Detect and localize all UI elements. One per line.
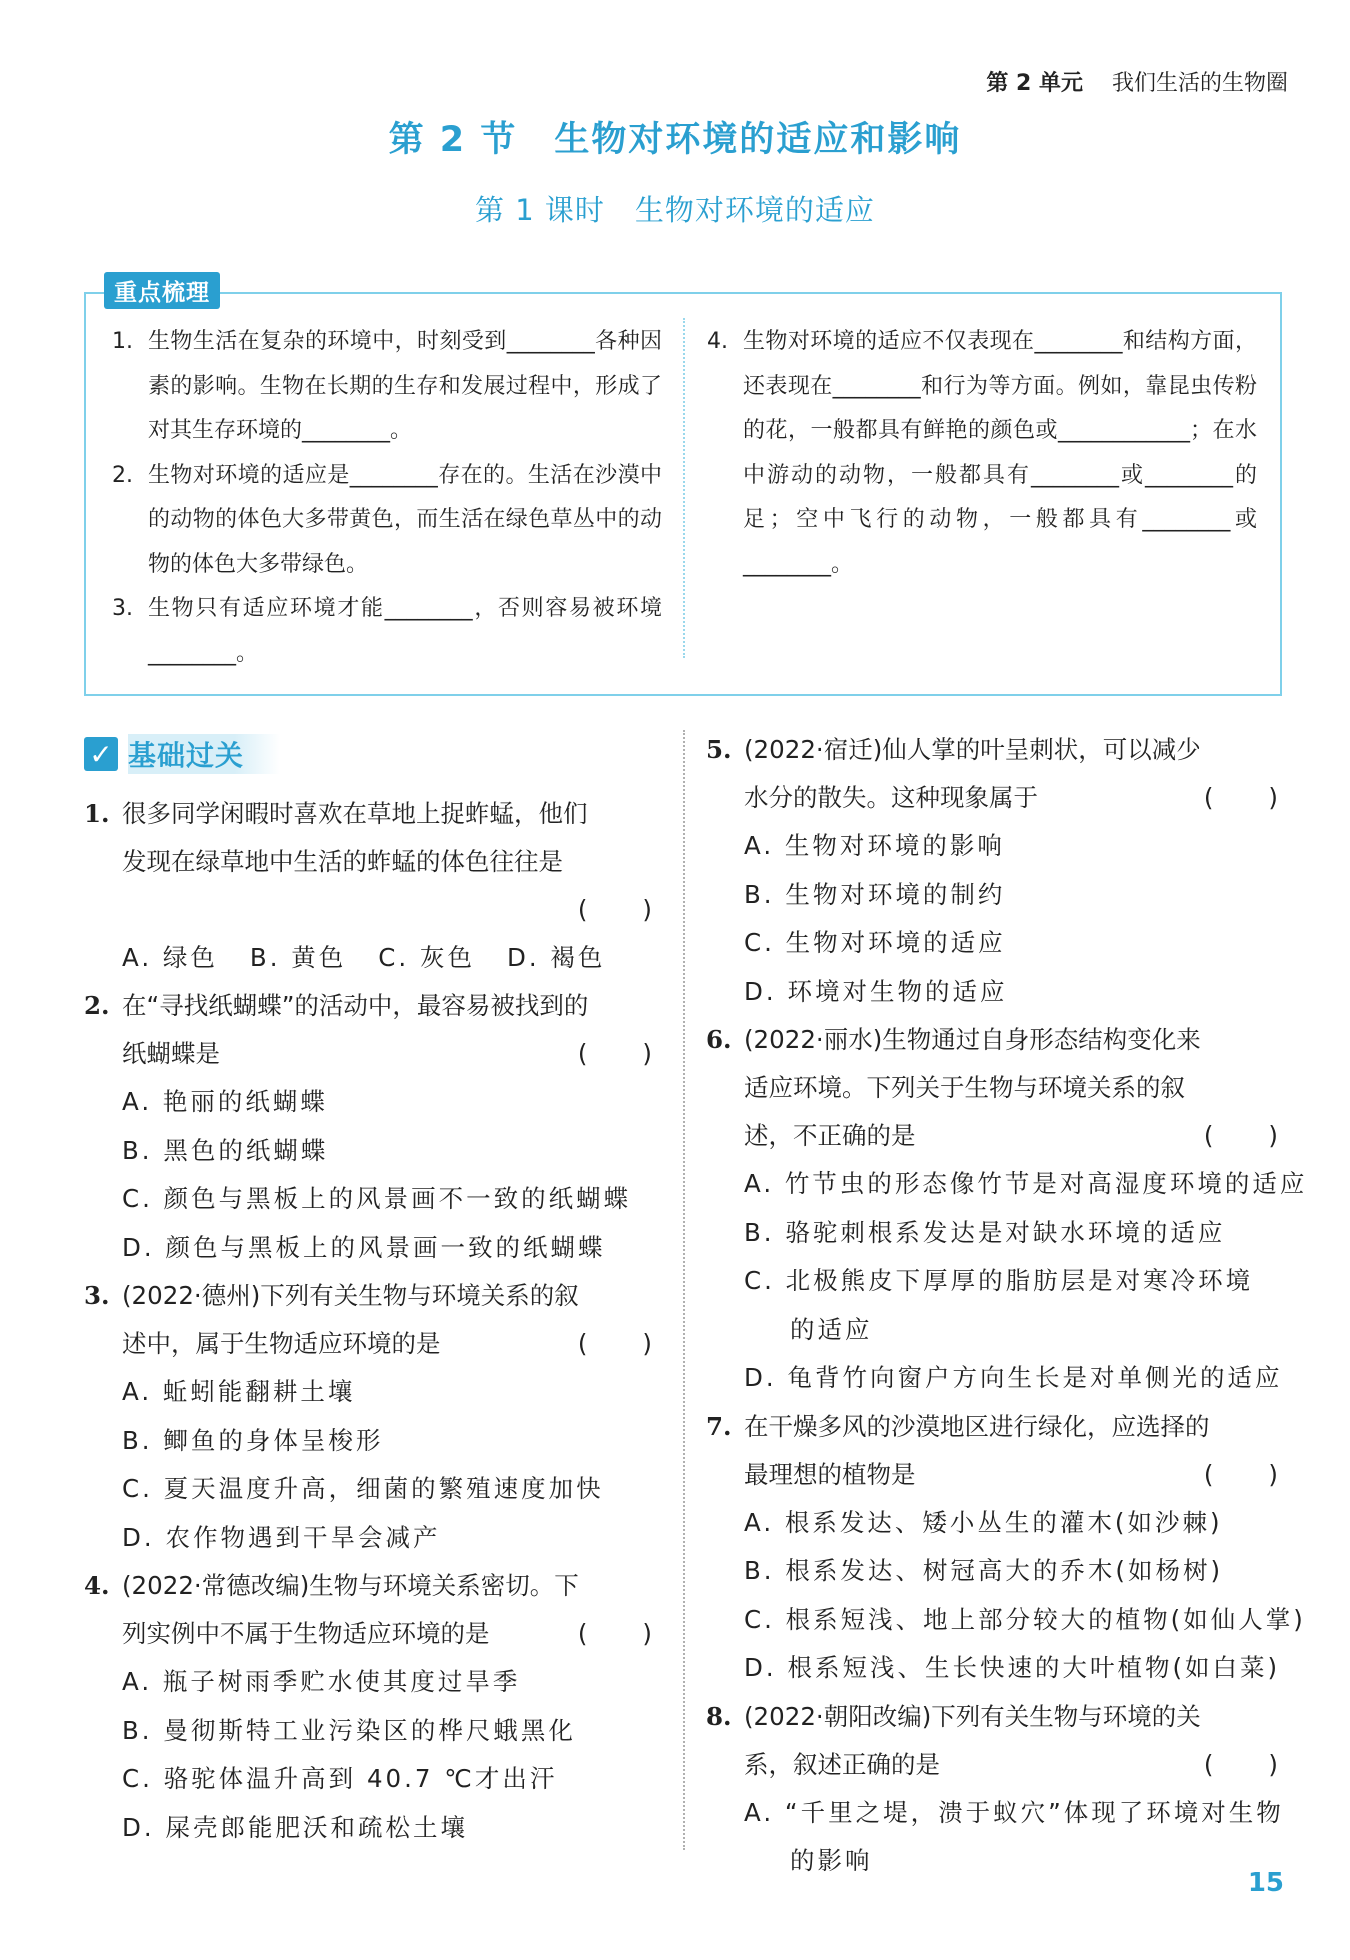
column-divider <box>683 730 685 1850</box>
answer-blank[interactable]: ( ) <box>1203 1121 1280 1150</box>
answer-blank[interactable]: ( ) <box>1203 783 1280 812</box>
question-text: (2022·德州)下列有关生物与环境关系的叙 <box>122 1281 579 1310</box>
question-line <box>84 1610 656 1658</box>
unit-label: 第 2 单元 <box>986 71 1083 96</box>
question <box>706 1403 1306 1693</box>
page-header <box>986 66 1288 97</box>
question-number: 6. <box>706 1025 732 1054</box>
question-number: 2. <box>84 991 110 1020</box>
question-line <box>84 1562 656 1610</box>
question-line <box>84 886 656 934</box>
key-points-divider <box>683 318 685 658</box>
question-text: 在干燥多风的沙漠地区进行绿化，应选择的 <box>744 1411 1210 1441</box>
option[interactable]: B. 骆驼刺根系发达是对缺水环境的适应 <box>744 1217 1226 1247</box>
option[interactable]: D. 屎壳郎能肥沃和疏松土壤 <box>122 1812 468 1842</box>
question-line <box>706 726 1282 774</box>
answer-blank[interactable]: ( ) <box>577 895 654 924</box>
option[interactable]: D. 农作物遇到干旱会减产 <box>122 1522 441 1552</box>
question-text: (2022·朝阳改编)下列有关生物与环境的关 <box>744 1701 1201 1731</box>
question <box>706 726 1282 1016</box>
key-point-number: 4. <box>707 329 728 354</box>
question <box>706 1016 1308 1403</box>
answer-blank[interactable]: ( ) <box>577 1619 654 1648</box>
question-line <box>84 982 656 1030</box>
section-title: 第 2 节 生物对环境的适应和影响 <box>388 120 962 160</box>
option[interactable]: C. 骆驼体温升高到 40.7 ℃才出汗 <box>122 1764 558 1793</box>
key-point-item <box>112 587 662 676</box>
option[interactable]: C. 颜色与黑板上的风景画不一致的纸蝴蝶 <box>122 1184 632 1213</box>
question-line <box>706 1451 1282 1499</box>
question-line <box>706 1016 1282 1064</box>
question <box>84 1562 656 1852</box>
option[interactable]: C. 北极熊皮下厚厚的脂肪层是对寒冷环境 <box>744 1266 1254 1295</box>
question-number: 8. <box>706 1701 732 1731</box>
option[interactable]: D. 龟背竹向窗户方向生长是对单侧光的适应 <box>744 1363 1283 1392</box>
unit-title: 我们生活的生物圈 <box>1111 71 1288 96</box>
key-point-number: 3. <box>112 596 133 621</box>
question-text: 发现在绿草地中生活的蚱蜢的体色往往是 <box>122 847 563 876</box>
question-line <box>706 1064 1282 1112</box>
question-text: (2022·常德改编)生物与环境关系密切。下 <box>122 1571 579 1600</box>
question-number: 7. <box>706 1411 732 1441</box>
question-text: 述中，属于生物适应环境的是 <box>122 1329 441 1358</box>
option[interactable]: A. 根系发达、矮小丛生的灌木(如沙棘) <box>744 1507 1223 1537</box>
key-points-left-column <box>112 320 662 676</box>
option[interactable]: C. 生物对环境的适应 <box>744 928 1006 957</box>
option[interactable]: C. 根系短浅、地上部分较大的植物(如仙人掌) <box>744 1604 1306 1634</box>
questions-left-column <box>84 790 656 1852</box>
question-line <box>706 1112 1282 1160</box>
key-point-text: 生物对环境的适应是________存在的。生活在沙漠中的动物的体色大多带黄色，而生活在绿色草丛中的动物的体色大多带绿色。 <box>148 462 662 577</box>
option[interactable]: B. 根系发达、树冠高大的乔木(如杨树) <box>744 1556 1223 1585</box>
option[interactable]: D. 褐色 <box>506 943 606 972</box>
option[interactable]: D. 颜色与黑板上的风景画一致的纸蝴蝶 <box>122 1232 606 1262</box>
key-point-number: 1. <box>112 329 133 354</box>
question-text: 在“寻找纸蝴蝶”的活动中，最容易被找到的 <box>122 991 589 1020</box>
questions-right-column <box>706 726 1308 1886</box>
option[interactable]: A. “千里之堤，溃于蚁穴”体现了环境对生物 <box>744 1797 1284 1827</box>
question-line <box>706 774 1282 822</box>
answer-blank[interactable]: ( ) <box>577 1329 654 1358</box>
option[interactable]: A. 艳丽的纸蝴蝶 <box>122 1087 328 1116</box>
key-point-text: 生物生活在复杂的环境中，时刻受到________各种因素的影响。生物在长期的生存和发展过程中，形成了对其生存环境的________。 <box>148 329 662 443</box>
option-continuation: 的适应 <box>790 1314 873 1344</box>
option[interactable]: A. 瓶子树雨季贮水使其度过旱季 <box>122 1667 521 1696</box>
option[interactable]: B. 鲫鱼的身体呈梭形 <box>122 1425 384 1455</box>
question-line <box>84 1320 656 1368</box>
option[interactable]: B. 黑色的纸蝴蝶 <box>122 1135 329 1165</box>
question-line <box>706 1403 1282 1451</box>
key-point-text: 生物只有适应环境才能________，否则容易被环境________。 <box>148 596 662 666</box>
option[interactable]: D. 根系短浅、生长快速的大叶植物(如白菜) <box>744 1653 1281 1682</box>
question-text: (2022·宿迁)仙人掌的叶呈刺状，可以减少 <box>744 735 1201 764</box>
question <box>84 1272 656 1562</box>
option[interactable]: B. 曼彻斯特工业污染区的桦尺蛾黑化 <box>122 1715 576 1745</box>
question-number: 4. <box>84 1571 110 1600</box>
lesson-title: 第 1 课时 生物对环境的适应 <box>475 193 875 227</box>
question-line <box>706 1693 1282 1741</box>
option[interactable]: D. 环境对生物的适应 <box>744 976 1008 1006</box>
option[interactable]: A. 竹节虫的形态像竹节是对高湿度环境的适应 <box>744 1169 1308 1198</box>
option-continuation: 的影响 <box>790 1846 873 1875</box>
question-line <box>84 790 656 838</box>
option[interactable]: B. 黄色 <box>249 943 347 972</box>
basic-section-label: 基础过关 <box>128 734 280 774</box>
question-text: 很多同学闲暇时喜欢在草地上捉蚱蜢，他们 <box>122 799 588 828</box>
option[interactable]: B. 生物对环境的制约 <box>744 879 1006 909</box>
question-number: 1. <box>84 799 110 828</box>
question-text: 列实例中不属于生物适应环境的是 <box>122 1619 490 1648</box>
question-line <box>84 1272 656 1320</box>
options-row <box>84 934 656 982</box>
key-point-item <box>112 454 662 588</box>
option[interactable]: C. 夏天温度升高，细菌的繁殖速度加快 <box>122 1474 604 1503</box>
question-number: 5. <box>706 735 732 764</box>
question-line <box>84 838 656 886</box>
basic-section-heading <box>84 734 280 774</box>
key-points-tag: 重点梳理 <box>104 272 220 309</box>
answer-blank[interactable]: ( ) <box>1203 1749 1280 1779</box>
question-number: 3. <box>84 1281 110 1310</box>
key-point-item <box>112 320 662 454</box>
question-text: 水分的散失。这种现象属于 <box>744 783 1038 812</box>
question-line <box>84 1030 656 1078</box>
page-number: 15 <box>1247 1868 1284 1898</box>
question-line <box>706 1741 1282 1789</box>
option[interactable]: A. 绿色 <box>122 943 218 972</box>
question-text: 系，叙述正确的是 <box>744 1749 940 1779</box>
question-text: 适应环境。下列关于生物与环境关系的叙 <box>744 1073 1185 1102</box>
key-point-number: 2. <box>112 462 133 488</box>
question-text: 述，不正确的是 <box>744 1121 916 1150</box>
option[interactable]: C. 灰色 <box>378 943 475 972</box>
answer-blank[interactable]: ( ) <box>577 1039 654 1068</box>
question <box>706 1693 1282 1886</box>
option[interactable]: A. 生物对环境的影响 <box>744 831 1005 860</box>
question-text: 最理想的植物是 <box>744 1459 916 1489</box>
option[interactable]: A. 蚯蚓能翻耕土壤 <box>122 1377 356 1406</box>
key-point-item <box>707 320 1257 587</box>
checkmark-icon: ✓ <box>84 737 118 771</box>
key-point-text: 生物对环境的适应不仅表现在________和结构方面，还表现在________和行为等方面。例如，靠昆虫传粉的花，一般都具有鲜艳的颜色或____________；在水中游动的动物，一般都具有________或________的足；空中飞行的动物，一般都具有________或________。 <box>743 329 1257 577</box>
question <box>84 790 656 982</box>
question <box>84 982 656 1272</box>
question-text: 纸蝴蝶是 <box>122 1039 220 1068</box>
key-points-right-column <box>707 320 1257 587</box>
answer-blank[interactable]: ( ) <box>1203 1459 1280 1489</box>
question-text: (2022·丽水)生物通过自身形态结构变化来 <box>744 1025 1201 1054</box>
